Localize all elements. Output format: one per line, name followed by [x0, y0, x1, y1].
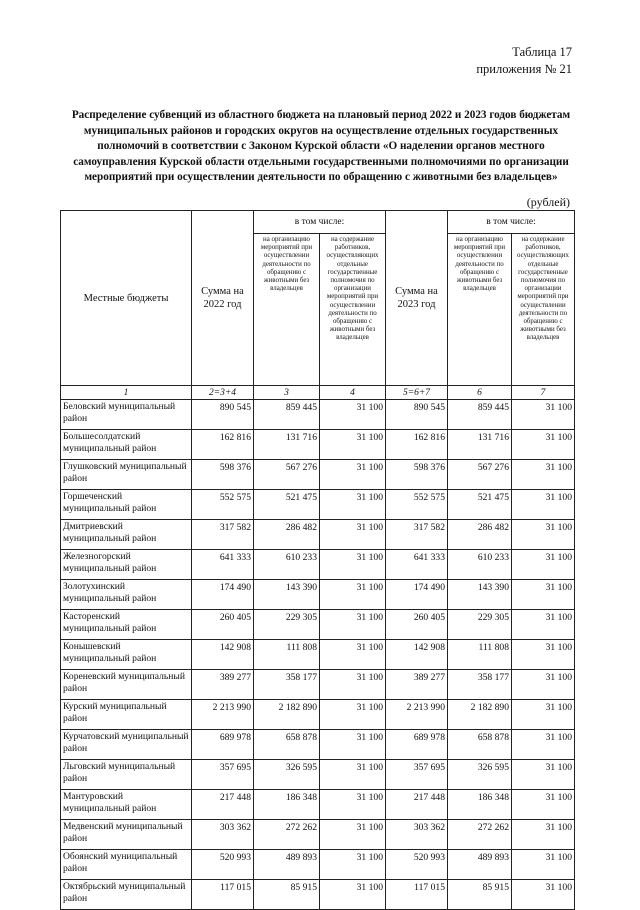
- amount-cell: 641 333: [386, 550, 448, 580]
- column-number: 2=3+4: [192, 386, 254, 400]
- amount-cell: 31 100: [320, 550, 386, 580]
- table-row: [61, 490, 575, 520]
- table-row: [61, 520, 575, 550]
- amount-cell: 31 100: [512, 730, 575, 760]
- amount-cell: 162 816: [386, 430, 448, 460]
- amount-cell: 31 100: [512, 640, 575, 670]
- amount-cell: 326 595: [448, 760, 512, 790]
- budget-name-cell: Курский муниципальный район: [61, 700, 192, 730]
- amount-cell: 31 100: [320, 640, 386, 670]
- amount-cell: 31 100: [512, 820, 575, 850]
- amount-cell: 358 177: [448, 670, 512, 700]
- table-row: [61, 850, 575, 880]
- amount-cell: 552 575: [192, 490, 254, 520]
- amount-cell: 31 100: [320, 850, 386, 880]
- amount-cell: 31 100: [320, 460, 386, 490]
- amount-cell: 357 695: [386, 760, 448, 790]
- amount-cell: 31 100: [320, 580, 386, 610]
- budget-name-cell: Железногорский муниципальный район: [61, 550, 192, 580]
- amount-cell: 31 100: [320, 820, 386, 850]
- table-row: [61, 790, 575, 820]
- amount-cell: 31 100: [320, 700, 386, 730]
- amount-cell: 689 978: [192, 730, 254, 760]
- table-row: [61, 460, 575, 490]
- amount-cell: 186 348: [254, 790, 320, 820]
- currency-unit: (рублей): [526, 195, 570, 209]
- amount-cell: 598 376: [192, 460, 254, 490]
- document-reference: [476, 44, 572, 78]
- header-organization-2023: на организацию мероприятий при осуществлении деятельности по обращению с животными без владельцев: [448, 234, 512, 386]
- budget-name-cell: Кореневский муниципальный район: [61, 670, 192, 700]
- amount-cell: 31 100: [512, 520, 575, 550]
- amount-cell: 131 716: [254, 430, 320, 460]
- table-row: [61, 700, 575, 730]
- budget-name-cell: Мантуровский муниципальный район: [61, 790, 192, 820]
- amount-cell: 31 100: [512, 550, 575, 580]
- amount-cell: 229 305: [254, 610, 320, 640]
- header-local-budgets: Местные бюджеты: [61, 211, 192, 386]
- amount-cell: 303 362: [192, 820, 254, 850]
- amount-cell: 229 305: [448, 610, 512, 640]
- column-number: 3: [254, 386, 320, 400]
- table-row: [61, 670, 575, 700]
- amount-cell: 890 545: [386, 400, 448, 430]
- column-number: 7: [512, 386, 575, 400]
- table-row: [61, 610, 575, 640]
- amount-cell: 31 100: [512, 460, 575, 490]
- budget-name-cell: Обоянский муниципальный район: [61, 850, 192, 880]
- amount-cell: 859 445: [448, 400, 512, 430]
- amount-cell: 610 233: [254, 550, 320, 580]
- amount-cell: 143 390: [254, 580, 320, 610]
- amount-cell: 31 100: [512, 430, 575, 460]
- header-sum-2023: Сумма на 2023 год: [386, 211, 448, 386]
- table-row: [61, 880, 575, 910]
- amount-cell: 117 015: [386, 880, 448, 910]
- amount-cell: 143 390: [448, 580, 512, 610]
- amount-cell: 689 978: [386, 730, 448, 760]
- amount-cell: 142 908: [192, 640, 254, 670]
- amount-cell: 31 100: [512, 790, 575, 820]
- amount-cell: 2 213 990: [192, 700, 254, 730]
- table-row: [61, 580, 575, 610]
- column-number: 5=6+7: [386, 386, 448, 400]
- amount-cell: 489 893: [448, 850, 512, 880]
- budget-name-cell: Дмитриевский муниципальный район: [61, 520, 192, 550]
- amount-cell: 521 475: [448, 490, 512, 520]
- amount-cell: 358 177: [254, 670, 320, 700]
- amount-cell: 217 448: [192, 790, 254, 820]
- table-body: [61, 400, 575, 910]
- amount-cell: 31 100: [512, 610, 575, 640]
- amount-cell: 2 182 890: [448, 700, 512, 730]
- amount-cell: 31 100: [512, 700, 575, 730]
- amount-cell: 111 808: [448, 640, 512, 670]
- column-number: 6: [448, 386, 512, 400]
- budget-name-cell: Курчатовский муниципальный район: [61, 730, 192, 760]
- table-reference: Таблица 17: [512, 45, 572, 59]
- column-numbers-row: [61, 386, 575, 400]
- amount-cell: 31 100: [320, 430, 386, 460]
- budget-name-cell: Горшеченский муниципальный район: [61, 490, 192, 520]
- table-row: [61, 760, 575, 790]
- table-row: [61, 640, 575, 670]
- appendix-reference: приложения № 21: [476, 62, 572, 76]
- amount-cell: 890 545: [192, 400, 254, 430]
- amount-cell: 552 575: [386, 490, 448, 520]
- amount-cell: 286 482: [254, 520, 320, 550]
- amount-cell: 31 100: [512, 880, 575, 910]
- table-row: [61, 430, 575, 460]
- document-title: Распределение субвенций из областного бюджета на плановый период 2022 и 2023 годов бюджетам муниципальных районов и городских округов на осуществление отдельных государственных полномочий в соответствии с Законом Курской области «О наделении органов местного самоуправления Курской области отдельными государственными полномочиями по организации мероприятий при осуществлении деятельности по обращению с животными без владельцев»: [71, 109, 571, 184]
- amount-cell: 31 100: [320, 730, 386, 760]
- amount-cell: 567 276: [254, 460, 320, 490]
- amount-cell: 286 482: [448, 520, 512, 550]
- amount-cell: 186 348: [448, 790, 512, 820]
- amount-cell: 85 915: [448, 880, 512, 910]
- header-organization-2022: на организацию мероприятий при осуществлении деятельности по обращению с животными без владельцев: [254, 234, 320, 386]
- budget-name-cell: Касторенский муниципальный район: [61, 610, 192, 640]
- amount-cell: 317 582: [192, 520, 254, 550]
- header-including-2022: в том числе:: [254, 211, 386, 234]
- header-including-2023: в том числе:: [448, 211, 575, 234]
- amount-cell: 31 100: [512, 670, 575, 700]
- amount-cell: 174 490: [192, 580, 254, 610]
- amount-cell: 31 100: [512, 850, 575, 880]
- amount-cell: 174 490: [386, 580, 448, 610]
- amount-cell: 117 015: [192, 880, 254, 910]
- header-staff-2022: на содержание работников, осуществляющих отдельные государственные полномочия по организации мероприятий при осуществлении деятельности по обращению с животными без владельцев: [320, 234, 386, 386]
- amount-cell: 521 475: [254, 490, 320, 520]
- amount-cell: 131 716: [448, 430, 512, 460]
- amount-cell: 31 100: [320, 790, 386, 820]
- amount-cell: 272 262: [448, 820, 512, 850]
- amount-cell: 658 878: [254, 730, 320, 760]
- amount-cell: 162 816: [192, 430, 254, 460]
- amount-cell: 598 376: [386, 460, 448, 490]
- amount-cell: 31 100: [512, 580, 575, 610]
- amount-cell: 31 100: [320, 610, 386, 640]
- column-number: 1: [61, 386, 192, 400]
- subventions-table: [60, 210, 575, 910]
- budget-name-cell: Большесолдатский муниципальный район: [61, 430, 192, 460]
- amount-cell: 31 100: [512, 490, 575, 520]
- table-row: [61, 400, 575, 430]
- amount-cell: 389 277: [192, 670, 254, 700]
- amount-cell: 520 993: [386, 850, 448, 880]
- amount-cell: 859 445: [254, 400, 320, 430]
- amount-cell: 317 582: [386, 520, 448, 550]
- amount-cell: 31 100: [512, 400, 575, 430]
- table-row: [61, 550, 575, 580]
- amount-cell: 142 908: [386, 640, 448, 670]
- amount-cell: 567 276: [448, 460, 512, 490]
- header-sum-2022: Сумма на 2022 год: [192, 211, 254, 386]
- amount-cell: 641 333: [192, 550, 254, 580]
- amount-cell: 272 262: [254, 820, 320, 850]
- budget-name-cell: Октябрьский муниципальный район: [61, 880, 192, 910]
- amount-cell: 658 878: [448, 730, 512, 760]
- amount-cell: 2 182 890: [254, 700, 320, 730]
- amount-cell: 31 100: [320, 490, 386, 520]
- amount-cell: 2 213 990: [386, 700, 448, 730]
- amount-cell: 85 915: [254, 880, 320, 910]
- amount-cell: 31 100: [320, 760, 386, 790]
- amount-cell: 303 362: [386, 820, 448, 850]
- amount-cell: 357 695: [192, 760, 254, 790]
- amount-cell: 326 595: [254, 760, 320, 790]
- amount-cell: 489 893: [254, 850, 320, 880]
- amount-cell: 260 405: [192, 610, 254, 640]
- amount-cell: 217 448: [386, 790, 448, 820]
- amount-cell: 610 233: [448, 550, 512, 580]
- amount-cell: 389 277: [386, 670, 448, 700]
- budget-name-cell: Конышевский муниципальный район: [61, 640, 192, 670]
- amount-cell: 520 993: [192, 850, 254, 880]
- amount-cell: 31 100: [320, 400, 386, 430]
- budget-name-cell: Беловский муниципальный район: [61, 400, 192, 430]
- amount-cell: 260 405: [386, 610, 448, 640]
- amount-cell: 111 808: [254, 640, 320, 670]
- budget-name-cell: Льговский муниципальный район: [61, 760, 192, 790]
- amount-cell: 31 100: [320, 520, 386, 550]
- budget-name-cell: Глушковский муниципальный район: [61, 460, 192, 490]
- table-row: [61, 730, 575, 760]
- amount-cell: 31 100: [512, 760, 575, 790]
- budget-name-cell: Золотухинский муниципальный район: [61, 580, 192, 610]
- amount-cell: 31 100: [320, 670, 386, 700]
- amount-cell: 31 100: [320, 880, 386, 910]
- header-staff-2023: на содержание работников, осуществляющих отдельные государственные полномочия по организации мероприятий при осуществлении деятельности по обращению с животными без владельцев: [512, 234, 575, 386]
- budget-name-cell: Медвенский муниципальный район: [61, 820, 192, 850]
- table-row: [61, 820, 575, 850]
- column-number: 4: [320, 386, 386, 400]
